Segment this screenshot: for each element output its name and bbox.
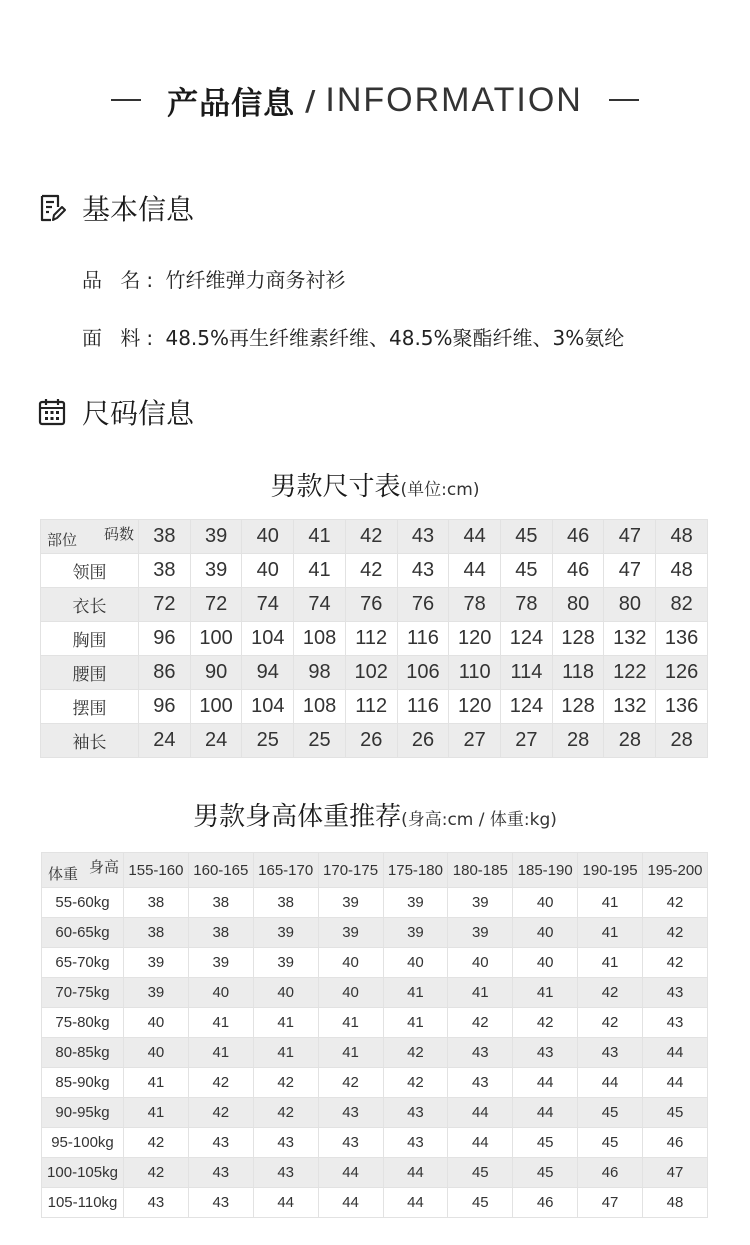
table-cell: 45: [578, 1098, 643, 1128]
document-edit-icon: [38, 193, 66, 223]
table-row: [42, 1158, 708, 1188]
table-cell: 42: [643, 918, 708, 948]
table-cell: 39: [124, 978, 189, 1008]
size-table-title: 男款尺寸表: [270, 472, 401, 502]
table-cell: 47: [643, 1158, 708, 1188]
row-label: 胸围: [41, 622, 139, 656]
table-cell: 42: [345, 554, 397, 588]
table-cell: 80: [552, 588, 604, 622]
table-cell: 86: [139, 656, 191, 690]
table-cell: 43: [448, 1068, 513, 1098]
table-cell: 41: [124, 1068, 189, 1098]
table-cell: 42: [383, 1038, 448, 1068]
table-cell: 116: [397, 622, 449, 656]
row-label: 60-65kg: [42, 918, 124, 948]
product-name-value: 竹纤维弹力商务衬衫: [165, 268, 346, 292]
table-cell: 45: [501, 554, 553, 588]
table-row: [42, 978, 708, 1008]
table-corner-cell: [41, 520, 139, 554]
table-cell: 74: [294, 588, 346, 622]
table-cell: 42: [578, 1008, 643, 1038]
table-cell: 44: [449, 554, 501, 588]
rec-table-title: 男款身高体重推荐: [193, 802, 402, 832]
table-cell: 43: [318, 1128, 383, 1158]
table-cell: 104: [242, 690, 294, 724]
column-header: 48: [656, 520, 708, 554]
column-header: 175-180: [383, 853, 448, 888]
table-cell: 39: [188, 948, 253, 978]
size-table: [40, 519, 708, 758]
table-cell: 42: [513, 1008, 578, 1038]
table-cell: 76: [397, 588, 449, 622]
table-cell: 41: [318, 1008, 383, 1038]
table-cell: 41: [578, 918, 643, 948]
table-cell: 28: [604, 724, 656, 758]
product-name-label: 品 名:: [82, 268, 160, 292]
table-cell: 44: [383, 1188, 448, 1218]
table-cell: 44: [513, 1068, 578, 1098]
row-label: 摆围: [41, 690, 139, 724]
table-cell: 42: [643, 948, 708, 978]
row-label: 领围: [41, 554, 139, 588]
rec-table-unit: (身高:cm / 体重:kg): [401, 810, 557, 830]
table-row: [42, 1098, 708, 1128]
recommendation-table: [41, 852, 708, 1218]
table-cell: 126: [656, 656, 708, 690]
header-slash: /: [305, 83, 316, 117]
table-cell: 40: [448, 948, 513, 978]
table-cell: 40: [383, 948, 448, 978]
rec-table-title-row: [0, 796, 750, 833]
table-cell: 46: [513, 1188, 578, 1218]
table-row: [42, 948, 708, 978]
table-cell: 42: [383, 1068, 448, 1098]
table-row: [41, 622, 708, 656]
table-cell: 72: [190, 588, 242, 622]
table-cell: 42: [318, 1068, 383, 1098]
table-cell: 44: [513, 1098, 578, 1128]
table-cell: 40: [318, 978, 383, 1008]
table-corner-cell: [42, 853, 124, 888]
row-label: 70-75kg: [42, 978, 124, 1008]
corner-bottom-label: 部位: [47, 531, 78, 549]
table-row: [41, 690, 708, 724]
column-header: 38: [139, 520, 191, 554]
column-header: 155-160: [124, 853, 189, 888]
column-header: 46: [552, 520, 604, 554]
row-label: 90-95kg: [42, 1098, 124, 1128]
header-title-en: INFORMATION: [325, 80, 583, 119]
table-cell: 41: [383, 978, 448, 1008]
column-header: 170-175: [318, 853, 383, 888]
table-cell: 43: [188, 1158, 253, 1188]
table-cell: 45: [448, 1158, 513, 1188]
table-cell: 39: [318, 918, 383, 948]
table-cell: 45: [578, 1128, 643, 1158]
table-row: [41, 656, 708, 690]
table-cell: 26: [345, 724, 397, 758]
table-cell: 72: [139, 588, 191, 622]
table-cell: 43: [643, 978, 708, 1008]
corner-top-label: 身高: [88, 858, 119, 876]
table-cell: 25: [242, 724, 294, 758]
table-cell: 39: [383, 888, 448, 918]
row-label: 105-110kg: [42, 1188, 124, 1218]
table-cell: 42: [124, 1158, 189, 1188]
column-header: 160-165: [188, 853, 253, 888]
table-cell: 43: [513, 1038, 578, 1068]
table-cell: 43: [643, 1008, 708, 1038]
table-cell: 39: [124, 948, 189, 978]
table-cell: 40: [253, 978, 318, 1008]
table-cell: 106: [397, 656, 449, 690]
table-cell: 45: [643, 1098, 708, 1128]
basic-info-heading: [38, 188, 194, 228]
table-cell: 28: [656, 724, 708, 758]
table-cell: 41: [253, 1038, 318, 1068]
column-header: 40: [242, 520, 294, 554]
table-cell: 43: [383, 1128, 448, 1158]
table-cell: 27: [449, 724, 501, 758]
column-header: 47: [604, 520, 656, 554]
table-cell: 44: [578, 1068, 643, 1098]
table-cell: 40: [124, 1008, 189, 1038]
column-header: 43: [397, 520, 449, 554]
table-row: [42, 1008, 708, 1038]
fabric-label: 面 料:: [82, 326, 160, 350]
table-cell: 42: [448, 1008, 513, 1038]
table-cell: 40: [242, 554, 294, 588]
table-cell: 41: [188, 1038, 253, 1068]
fabric-value: 48.5%再生纤维素纤维、48.5%聚酯纤维、3%氨纶: [165, 326, 625, 350]
table-cell: 108: [294, 622, 346, 656]
table-cell: 48: [656, 554, 708, 588]
size-table-unit: (单位:cm): [400, 480, 480, 500]
table-cell: 45: [513, 1158, 578, 1188]
table-cell: 24: [190, 724, 242, 758]
row-label: 袖长: [41, 724, 139, 758]
column-header: 185-190: [513, 853, 578, 888]
table-cell: 46: [643, 1128, 708, 1158]
column-header: 180-185: [448, 853, 513, 888]
table-cell: 42: [643, 888, 708, 918]
table-cell: 39: [448, 918, 513, 948]
corner-top-label: 码数: [103, 525, 134, 543]
table-cell: 41: [318, 1038, 383, 1068]
table-cell: 25: [294, 724, 346, 758]
table-cell: 38: [124, 918, 189, 948]
table-cell: 43: [253, 1158, 318, 1188]
table-cell: 40: [124, 1038, 189, 1068]
table-cell: 39: [253, 918, 318, 948]
table-cell: 80: [604, 588, 656, 622]
size-table-title-row: [0, 466, 750, 503]
table-row: [41, 554, 708, 588]
table-cell: 41: [294, 554, 346, 588]
table-cell: 24: [139, 724, 191, 758]
table-cell: 47: [578, 1188, 643, 1218]
row-label: 95-100kg: [42, 1128, 124, 1158]
fabric-row: [82, 322, 624, 351]
table-cell: 43: [448, 1038, 513, 1068]
table-cell: 42: [188, 1098, 253, 1128]
table-cell: 48: [643, 1188, 708, 1218]
table-header-row: [42, 853, 708, 888]
table-cell: 38: [188, 918, 253, 948]
table-cell: 42: [253, 1068, 318, 1098]
table-header-row: [41, 520, 708, 554]
table-cell: 38: [139, 554, 191, 588]
table-cell: 118: [552, 656, 604, 690]
table-cell: 43: [188, 1188, 253, 1218]
table-cell: 124: [501, 690, 553, 724]
table-cell: 39: [448, 888, 513, 918]
table-cell: 112: [345, 690, 397, 724]
table-cell: 38: [253, 888, 318, 918]
table-cell: 108: [294, 690, 346, 724]
table-cell: 41: [513, 978, 578, 1008]
table-row: [42, 1128, 708, 1158]
table-cell: 120: [449, 690, 501, 724]
table-cell: 136: [656, 690, 708, 724]
row-label: 100-105kg: [42, 1158, 124, 1188]
table-cell: 94: [242, 656, 294, 690]
table-cell: 42: [578, 978, 643, 1008]
table-cell: 43: [383, 1098, 448, 1128]
size-info-heading: [38, 392, 194, 432]
row-label: 75-80kg: [42, 1008, 124, 1038]
table-cell: 39: [383, 918, 448, 948]
column-header: 42: [345, 520, 397, 554]
table-cell: 128: [552, 622, 604, 656]
corner-bottom-label: 体重: [48, 865, 79, 883]
table-cell: 38: [124, 888, 189, 918]
table-cell: 44: [318, 1188, 383, 1218]
table-cell: 45: [448, 1188, 513, 1218]
table-cell: 74: [242, 588, 294, 622]
table-cell: 40: [318, 948, 383, 978]
table-cell: 44: [643, 1068, 708, 1098]
table-cell: 43: [397, 554, 449, 588]
table-cell: 41: [253, 1008, 318, 1038]
table-cell: 120: [449, 622, 501, 656]
table-cell: 116: [397, 690, 449, 724]
product-name-row: [82, 264, 345, 293]
table-cell: 132: [604, 622, 656, 656]
table-cell: 41: [448, 978, 513, 1008]
table-cell: 44: [643, 1038, 708, 1068]
table-cell: 40: [513, 948, 578, 978]
table-row: [41, 588, 708, 622]
table-cell: 98: [294, 656, 346, 690]
table-row: [42, 1038, 708, 1068]
row-label: 85-90kg: [42, 1068, 124, 1098]
header-dash-right: [609, 99, 639, 101]
table-cell: 43: [124, 1188, 189, 1218]
table-cell: 124: [501, 622, 553, 656]
table-cell: 100: [190, 690, 242, 724]
table-cell: 43: [318, 1098, 383, 1128]
table-cell: 46: [578, 1158, 643, 1188]
table-cell: 40: [188, 978, 253, 1008]
table-cell: 38: [188, 888, 253, 918]
column-header: 190-195: [578, 853, 643, 888]
table-cell: 96: [139, 690, 191, 724]
page-header: [0, 76, 750, 124]
table-cell: 78: [449, 588, 501, 622]
table-cell: 136: [656, 622, 708, 656]
table-cell: 44: [448, 1098, 513, 1128]
column-header: 195-200: [643, 853, 708, 888]
column-header: 45: [501, 520, 553, 554]
table-cell: 43: [578, 1038, 643, 1068]
table-cell: 100: [190, 622, 242, 656]
table-cell: 39: [318, 888, 383, 918]
basic-info-title: 基本信息: [82, 193, 195, 226]
table-row: [42, 918, 708, 948]
table-cell: 39: [190, 554, 242, 588]
table-cell: 26: [397, 724, 449, 758]
table-cell: 96: [139, 622, 191, 656]
row-label: 55-60kg: [42, 888, 124, 918]
table-cell: 132: [604, 690, 656, 724]
table-cell: 47: [604, 554, 656, 588]
row-label: 腰围: [41, 656, 139, 690]
table-row: [42, 1188, 708, 1218]
table-cell: 45: [513, 1128, 578, 1158]
table-cell: 76: [345, 588, 397, 622]
calendar-grid-icon: [38, 397, 66, 427]
column-header: 39: [190, 520, 242, 554]
table-cell: 102: [345, 656, 397, 690]
table-cell: 43: [188, 1128, 253, 1158]
table-cell: 41: [188, 1008, 253, 1038]
row-label: 80-85kg: [42, 1038, 124, 1068]
table-cell: 46: [552, 554, 604, 588]
header-dash-left: [111, 99, 141, 101]
table-cell: 104: [242, 622, 294, 656]
table-cell: 82: [656, 588, 708, 622]
table-cell: 44: [448, 1128, 513, 1158]
column-header: 44: [449, 520, 501, 554]
header-title-zh: 产品信息: [167, 85, 296, 122]
table-cell: 42: [124, 1128, 189, 1158]
table-cell: 28: [552, 724, 604, 758]
table-cell: 44: [253, 1188, 318, 1218]
table-cell: 40: [513, 918, 578, 948]
size-info-title: 尺码信息: [82, 397, 195, 430]
row-label: 65-70kg: [42, 948, 124, 978]
table-cell: 110: [449, 656, 501, 690]
table-row: [42, 888, 708, 918]
table-cell: 41: [383, 1008, 448, 1038]
table-row: [41, 724, 708, 758]
table-cell: 42: [188, 1068, 253, 1098]
table-cell: 44: [318, 1158, 383, 1188]
column-header: 41: [294, 520, 346, 554]
table-cell: 114: [501, 656, 553, 690]
table-cell: 128: [552, 690, 604, 724]
table-cell: 112: [345, 622, 397, 656]
table-cell: 39: [253, 948, 318, 978]
table-row: [42, 1068, 708, 1098]
table-cell: 43: [253, 1128, 318, 1158]
table-cell: 78: [501, 588, 553, 622]
table-cell: 90: [190, 656, 242, 690]
table-cell: 27: [501, 724, 553, 758]
table-cell: 41: [124, 1098, 189, 1128]
table-cell: 44: [383, 1158, 448, 1188]
column-header: 165-170: [253, 853, 318, 888]
table-cell: 40: [513, 888, 578, 918]
table-cell: 41: [578, 888, 643, 918]
table-cell: 41: [578, 948, 643, 978]
table-cell: 42: [253, 1098, 318, 1128]
row-label: 衣长: [41, 588, 139, 622]
table-cell: 122: [604, 656, 656, 690]
